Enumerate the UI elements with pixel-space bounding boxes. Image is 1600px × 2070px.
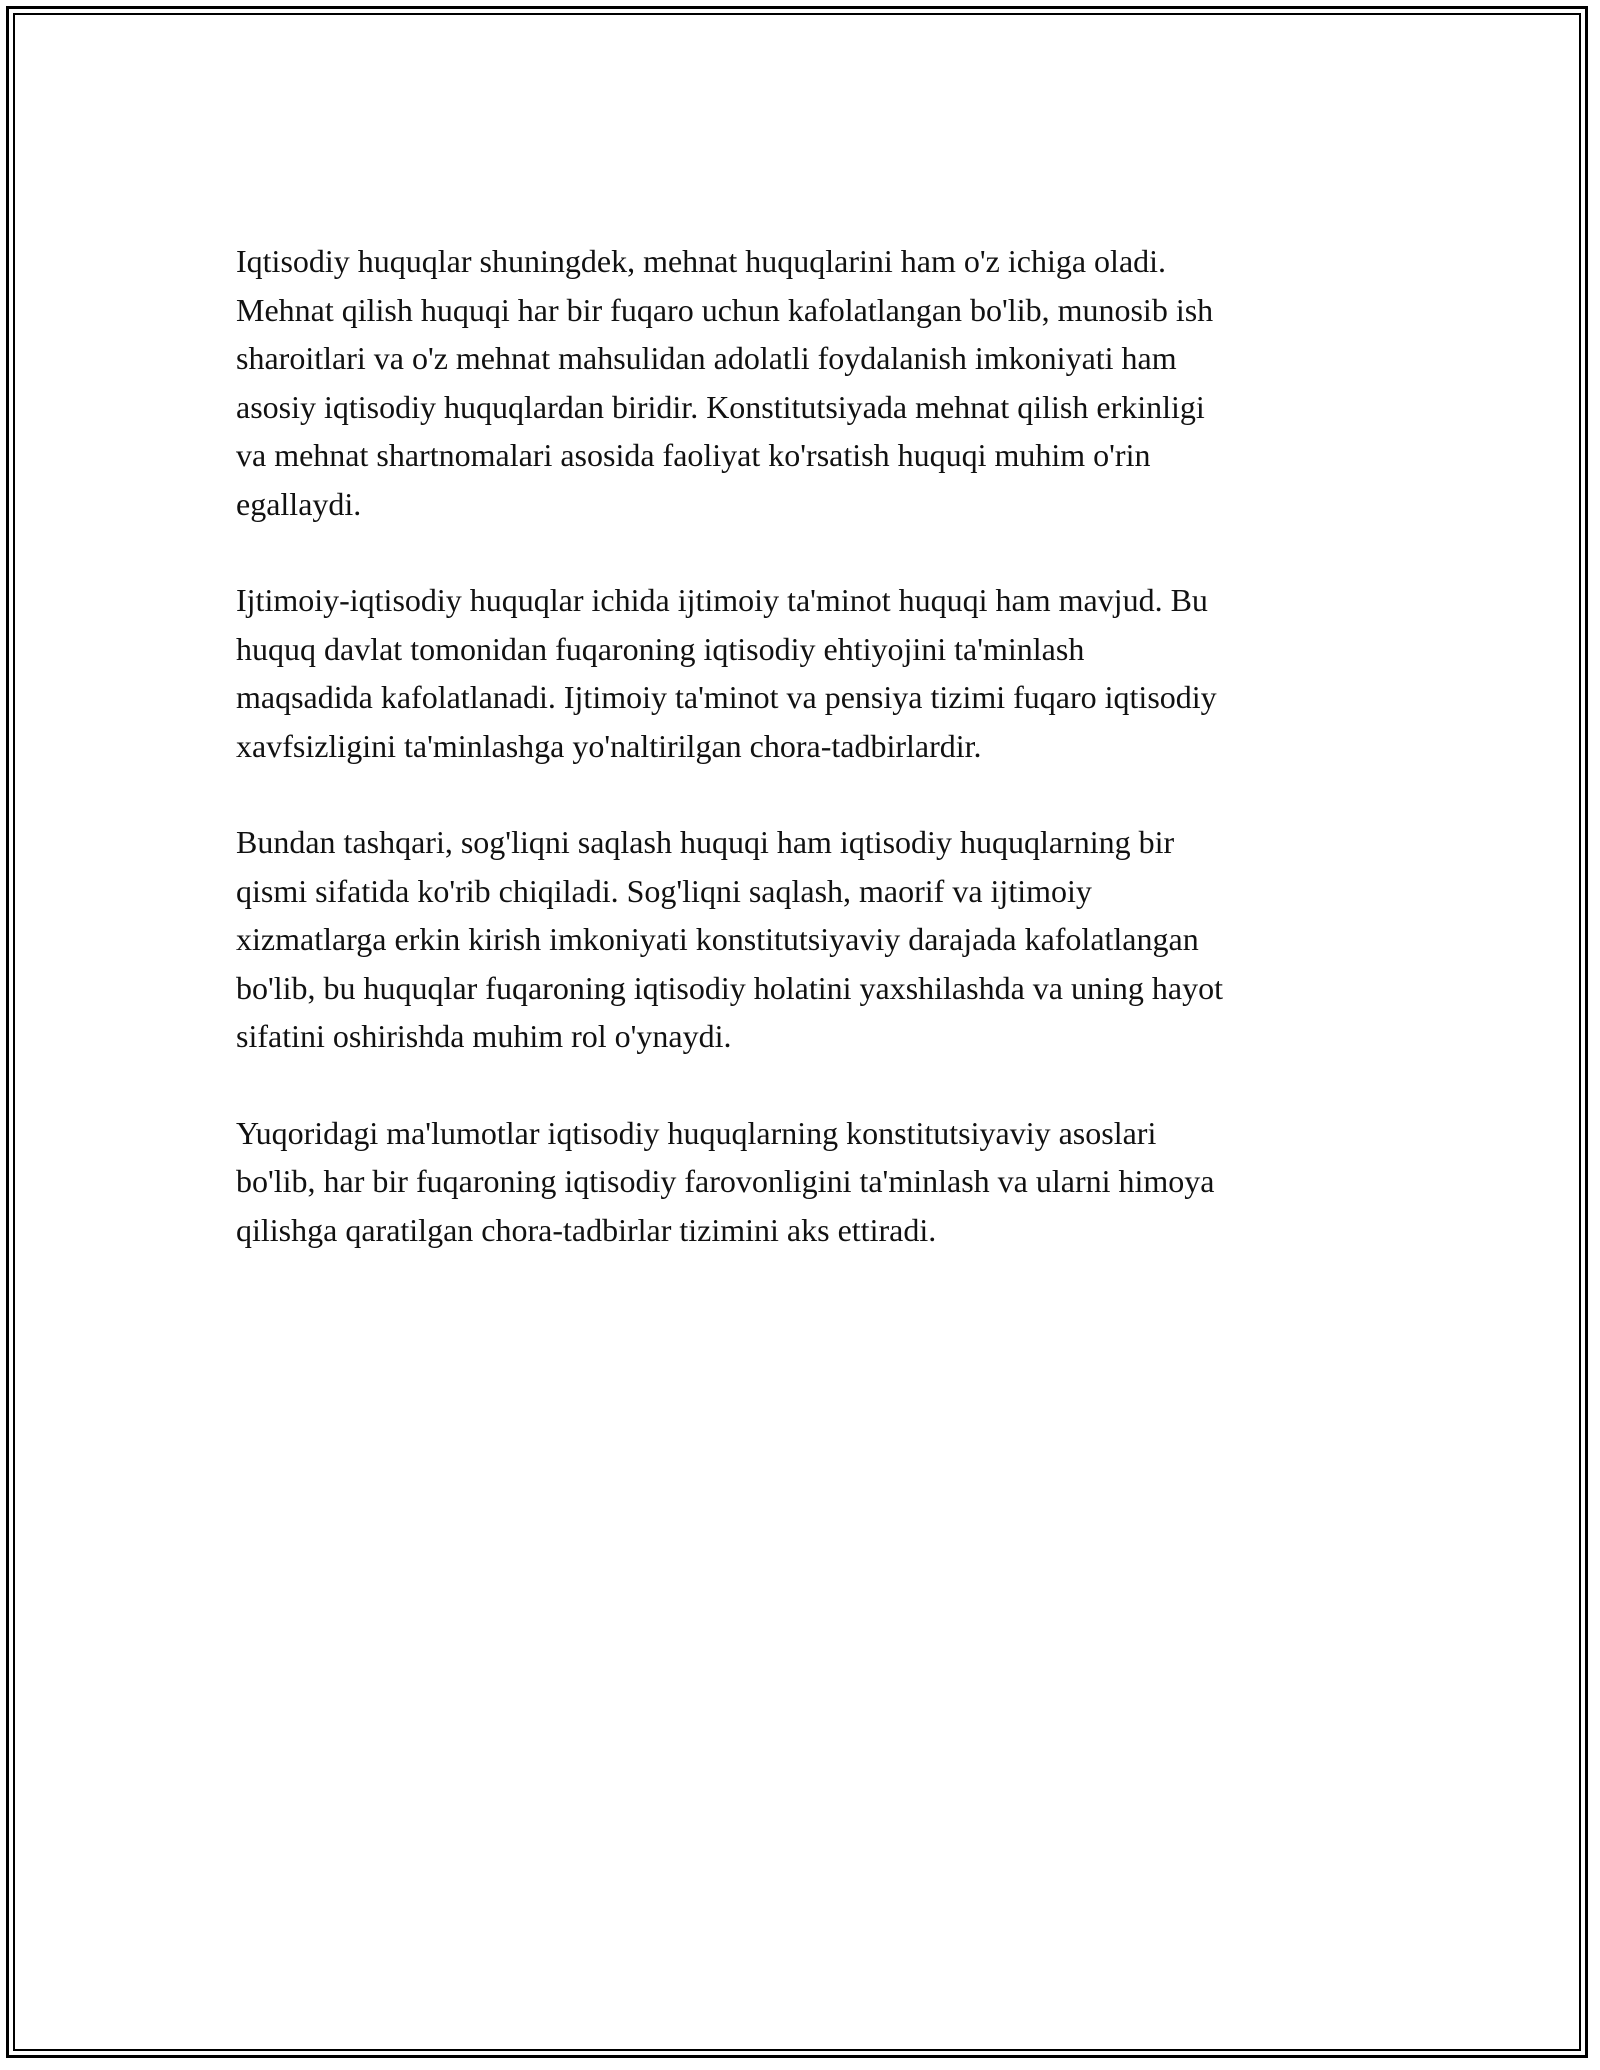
- paragraph-3: Bundan tashqari, sog'liqni saqlash huquqi ham iqtisodiy huquqlarning bir qismi sifatida ko'rib chiqiladi. Sog'liqni saqlash, maorif va ijtimoiy xizmatlarga erkin kirish imkoniyati konstitutsiyaviy darajada kafolatlangan bo'lib, bu huquqlar fuqaroning iqtisodiy holatini yaxshilashda va uning hayot sifatini oshirishda muhim rol o'ynaydi.: [236, 824, 1223, 1054]
- paragraph-2: Ijtimoiy-iqtisodiy huquqlar ichida ijtimoiy ta'minot huquqi ham mavjud. Bu huquq davlat tomonidan fuqaroning iqtisodiy ehtiyojini ta'minlash maqsadida kafolatlanadi. Ijtimoiy ta'minot va pensiya tizimi fuqaro iqtisodiy xavfsizligini ta'minlashga yo'naltirilgan chora-tadbirlardir.: [236, 582, 1217, 764]
- paragraph-1: Iqtisodiy huquqlar shuningdek, mehnat huquqlarini ham o'z ichiga oladi. Mehnat qilish huquqi har bir fuqaro uchun kafolatlangan bo'lib, munosib ish sharoitlari va o'z mehnat mahsulidan adolatli foydalanish imkoniyati ham asosiy iqtisodiy huquqlardan biridir. Konstitutsiyada mehnat qilish erkinligi va mehnat shartnomalari asosida faoliyat ko'rsatish huquqi muhim o'rin egallaydi.: [236, 243, 1214, 522]
- document-body: [236, 237, 1406, 1302]
- paragraph-4: Yuqoridagi ma'lumotlar iqtisodiy huquqlarning konstitutsiyaviy asoslari bo'lib, har bir fuqaroning iqtisodiy farovonligini ta'minlash va ularni himoya qilishga qaratilgan chora-tadbirlar tizimini aks ettiradi.: [236, 1114, 1215, 1248]
- page-frame: [6, 6, 1588, 2058]
